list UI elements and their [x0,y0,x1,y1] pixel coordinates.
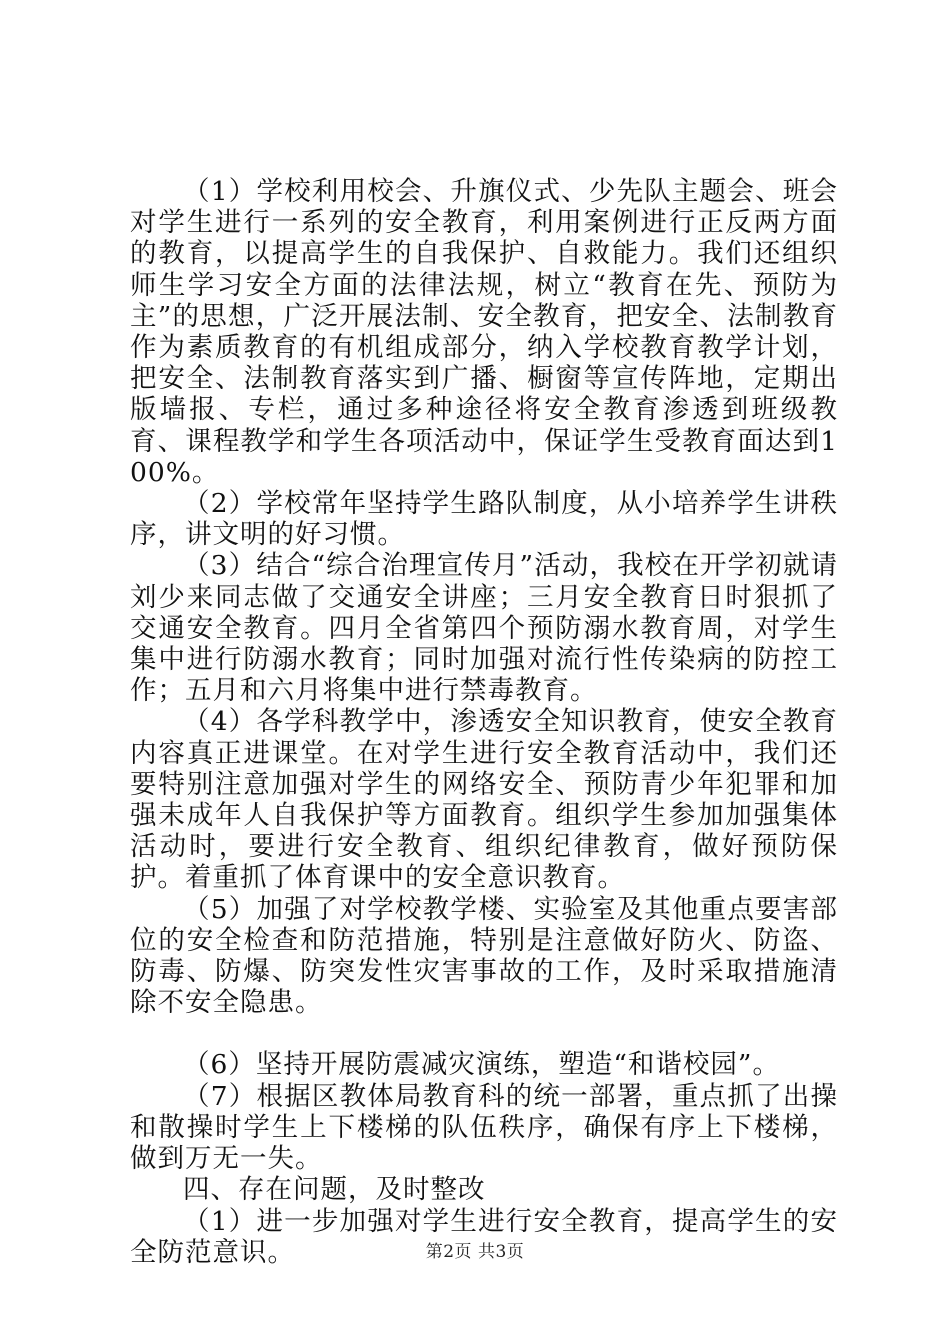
paragraph-subject-teaching: （4）各学科教学中，渗透安全知识教育，使安全教育内容真正进课堂。在对学生进行安全教育活动中，我们还要特别注意加强对学生的网络安全、预防青少年犯罪和加强未成年人自我保护等方面教育。组织学生参加加强集体活动时，要进行安全教育、组织纪律教育，做好预防保护。着重抓了体育课中的安全意识教育。 [130,706,838,894]
paragraph-safety-inspection: （5）加强了对学校教学楼、实验室及其他重点要害部位的安全检查和防范措施，特别是注意做好防火、防盗、防毒、防爆、防突发性灾害事故的工作，及时采取措施清除不安全隐患。 [130,893,838,1019]
paragraph-earthquake-drill: （6）坚持开展防震减灾演练，塑造“和谐校园”。 [183,1049,780,1081]
paragraph-strengthen-education: （1）进一步加强对学生进行安全教育，提高学生的安全防范意识。 [130,1205,838,1268]
page-number-footer: 第2页 共3页 [425,1242,525,1262]
paragraph-road-team-system: （2）学校常年坚持学生路队制度，从小培养学生讲秩序，讲文明的好习惯。 [130,488,838,551]
paragraph-stairs-order: （7）根据区教体局教育科的统一部署，重点抓了出操和散操时学生上下楼梯的队伍秩序，确保有序上下楼梯，做到万无一失。 [130,1080,838,1175]
paragraph-education-activities: （1）学校利用校会、升旗仪式、少先队主题会、班会对学生进行一系列的安全教育，利用案例进行正反两方面的教育，以提高学生的自我保护、自救能力。我们还组织师生学习安全方面的法律法规，树立“教育在先、预防为主”的思想，广泛开展法制、安全教育，把安全、法制教育作为素质教育的有机组成部分，纳入学校教育教学计划，把安全、法制教育落实到广播、橱窗等宣传阵地，定期出版墙报、专栏，通过多种途径将安全教育渗透到班级教育、课程教学和学生各项活动中，保证学生受教育面达到100%。 [130,176,838,488]
section-heading-problems: 四、存在问题，及时整改 [183,1174,486,1206]
document-body [130,176,838,1268]
paragraph-publicity-month: （3）结合“综合治理宣传月”活动，我校在开学初就请刘少来同志做了交通安全讲座；三月安全教育日时狠抓了交通安全教育。四月全省第四个预防溺水教育周，对学生集中进行防溺水教育；同时加强对流行性传染病的防控工作；五月和六月将集中进行禁毒教育。 [130,550,838,707]
